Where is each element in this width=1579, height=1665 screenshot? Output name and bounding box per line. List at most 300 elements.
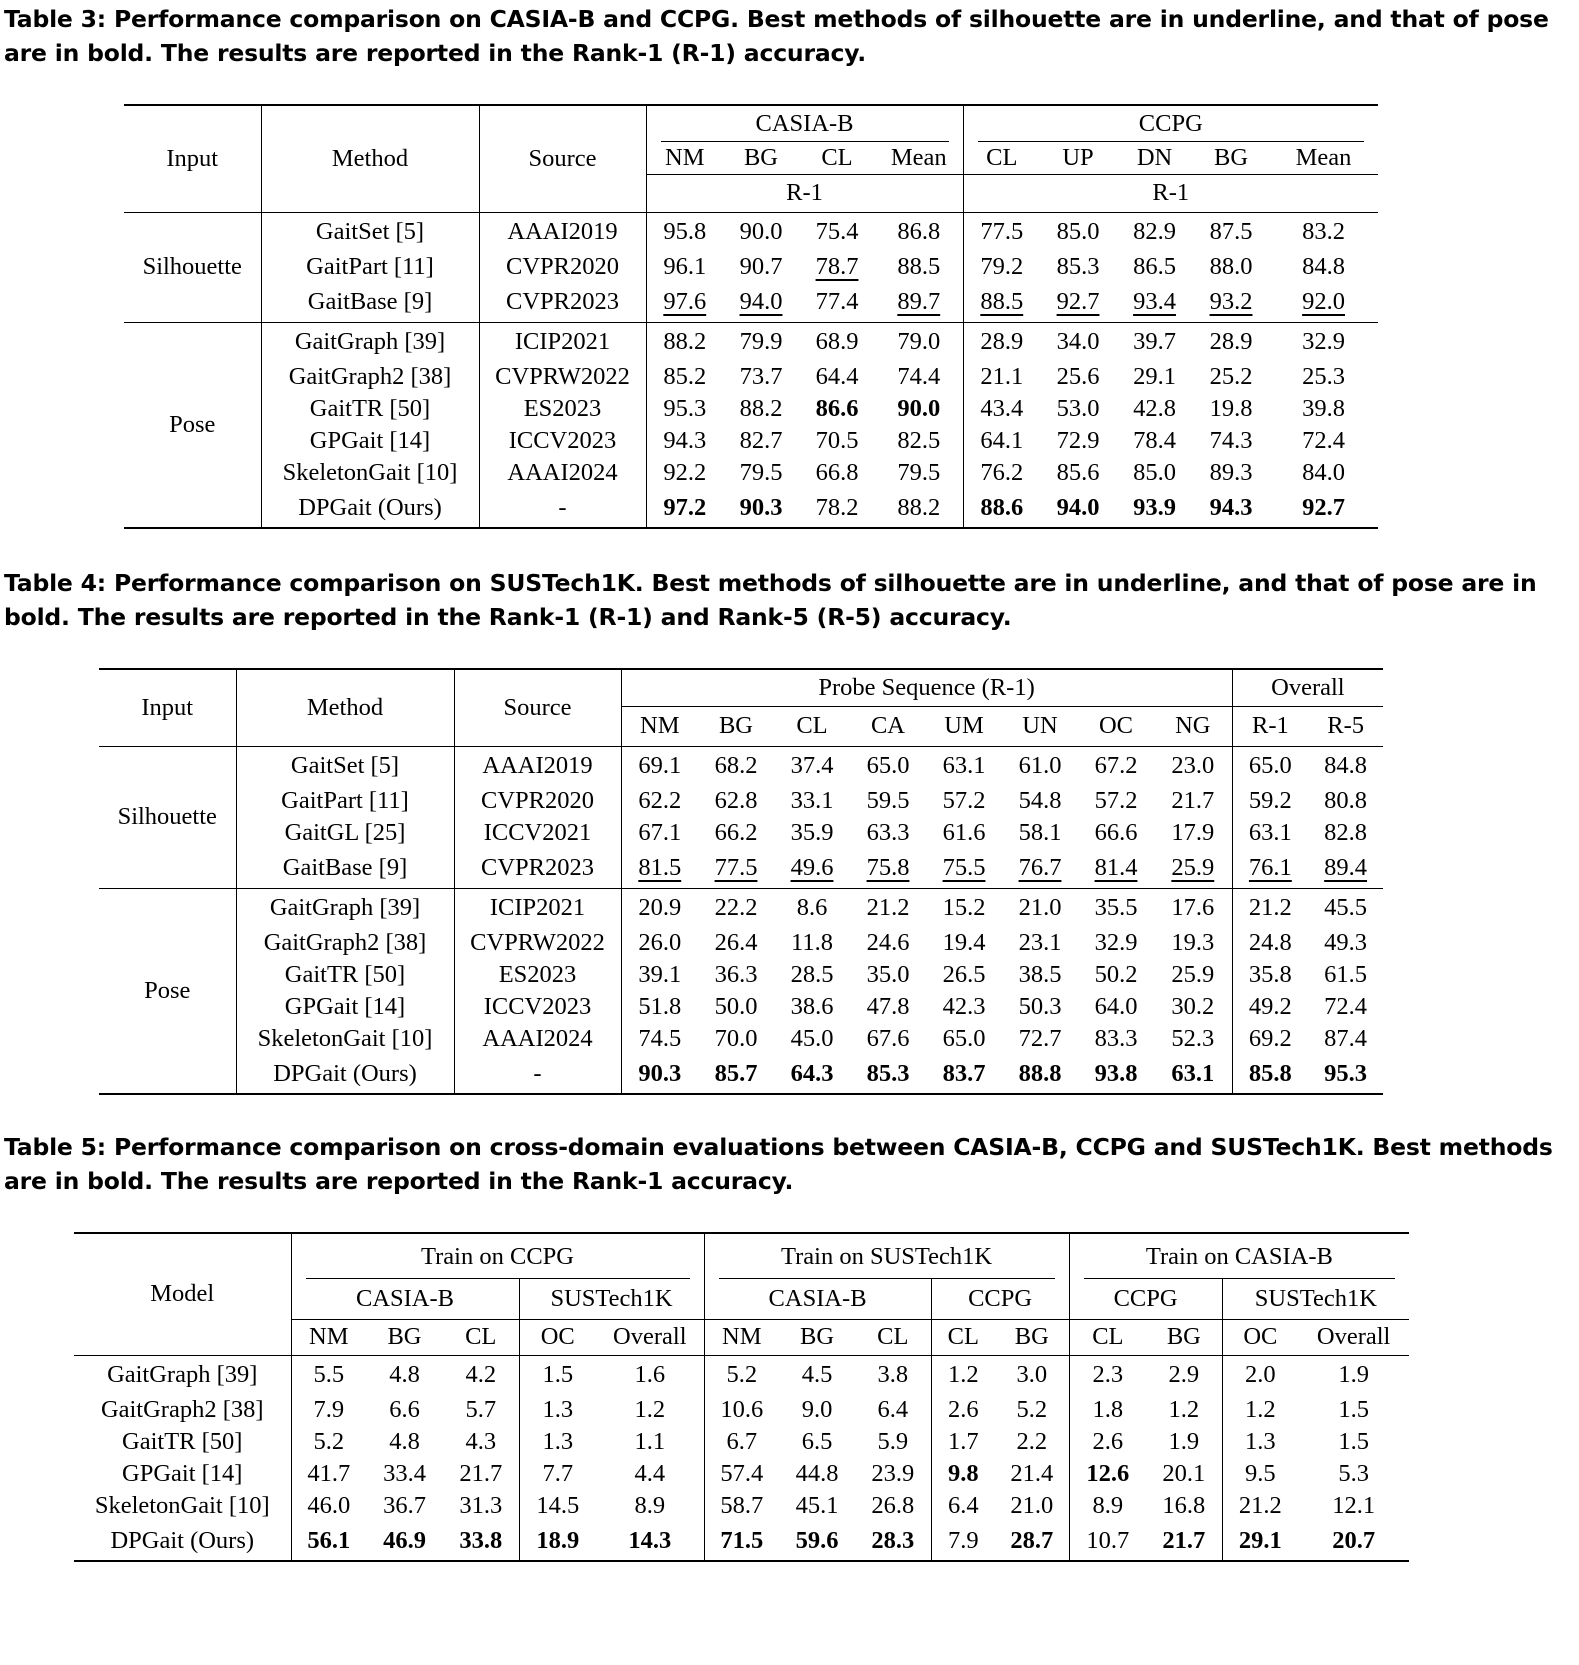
- value-cell: 63.1: [1232, 817, 1308, 849]
- method-name: GaitPart [11]: [236, 785, 454, 817]
- value-cell: 25.9: [1154, 849, 1232, 888]
- col-header: BG: [698, 706, 774, 746]
- value-cell: 1.9: [1338, 1360, 1369, 1388]
- value-cell: 81.5: [621, 849, 698, 888]
- col-header: BG: [1213, 143, 1249, 171]
- value-cell: 58.1: [1018, 819, 1062, 846]
- value-cell: 82.7: [739, 427, 783, 454]
- value-cell: 74.5: [621, 1023, 698, 1055]
- value-cell: 69.2: [1232, 1023, 1308, 1055]
- table-row: [99, 991, 1383, 1023]
- value-cell: 78.4: [1133, 427, 1176, 454]
- col-header: CL: [931, 1319, 995, 1355]
- header-method: Method: [236, 669, 454, 746]
- value-cell: 28.5: [790, 961, 834, 988]
- value-cell: 81.4: [1078, 849, 1154, 888]
- col-header: NG: [1154, 706, 1232, 746]
- header-eval-ccpg: CCPG: [1069, 1279, 1222, 1319]
- value-cell: 4.2: [465, 1360, 497, 1388]
- value-cell: 70.0: [714, 1025, 758, 1052]
- header-input: Input: [99, 669, 236, 746]
- value-cell: 39.8: [1302, 395, 1345, 422]
- value-cell: 90.0: [739, 217, 783, 245]
- source-venue: CVPR2023: [479, 283, 646, 322]
- value-cell: 22.2: [714, 893, 758, 921]
- value-cell: 7.9: [291, 1394, 366, 1426]
- table-row: [124, 251, 1378, 283]
- value-cell: 92.2: [646, 457, 723, 489]
- value-cell: 50.2: [1094, 961, 1138, 988]
- value-cell: 21.2: [1222, 1490, 1298, 1522]
- value-cell: 72.9: [1056, 427, 1100, 454]
- value-cell: 85.7: [698, 1055, 774, 1094]
- value-cell: 42.3: [942, 993, 986, 1020]
- value-cell: 8.6: [796, 893, 828, 921]
- value-cell: 70.5: [815, 427, 859, 454]
- value-cell: 1.5: [1338, 1428, 1369, 1455]
- table3-caption: Table 3: Performance comparison on CASIA-B and CCPG. Best methods of silhouette are in underline, and that of pose are in bold. The results are reported in the Rank-1 (R-1) accuracy.: [4, 5, 1549, 67]
- table-row: [99, 1023, 1383, 1055]
- value-cell: 21.2: [1232, 888, 1308, 927]
- col-header: UM: [926, 706, 1002, 746]
- value-cell: 11.8: [791, 929, 833, 956]
- source-venue: ICIP2021: [454, 888, 621, 927]
- col-header: R-1: [1232, 706, 1308, 746]
- value-cell: 2.2: [1016, 1428, 1048, 1455]
- value-cell: 28.7: [995, 1522, 1069, 1561]
- value-cell: 35.0: [866, 961, 910, 988]
- value-cell: 64.4: [815, 363, 859, 390]
- value-cell: 63.1: [942, 751, 986, 779]
- method-name: GPGait [14]: [261, 425, 479, 457]
- table-row: [74, 1355, 1409, 1394]
- method-name: GaitSet [5]: [261, 212, 479, 251]
- value-cell: 94.0: [1040, 489, 1116, 528]
- source-venue: CVPRW2022: [479, 361, 646, 393]
- model-name: GaitGraph2 [38]: [100, 1396, 264, 1423]
- value-cell: 1.8: [1069, 1394, 1146, 1426]
- value-cell: 25.3: [1302, 363, 1345, 390]
- value-cell: 28.3: [855, 1522, 931, 1561]
- header-ccpg: CCPG: [963, 105, 1378, 142]
- value-cell: 37.4: [790, 751, 834, 779]
- value-cell: 68.2: [714, 751, 758, 779]
- value-cell: 89.4: [1308, 849, 1383, 888]
- value-cell: 4.5: [801, 1360, 833, 1388]
- table-row: [124, 393, 1378, 425]
- value-cell: 52.3: [1171, 1025, 1215, 1052]
- table-row: [99, 849, 1383, 888]
- value-cell: 90.3: [621, 1055, 698, 1094]
- value-cell: 54.8: [1018, 787, 1062, 814]
- value-cell: 23.0: [1171, 751, 1215, 779]
- value-cell: 49.3: [1324, 929, 1368, 956]
- value-cell: 1.2: [634, 1396, 666, 1423]
- value-cell: 92.0: [1269, 283, 1378, 322]
- method-name: GaitSet [5]: [236, 746, 454, 785]
- value-cell: 1.2: [1222, 1394, 1298, 1426]
- value-cell: 63.3: [866, 819, 910, 846]
- method-name: GaitGraph [39]: [261, 322, 479, 361]
- table-row: [124, 322, 1378, 361]
- value-cell: 88.5: [897, 253, 941, 280]
- source-venue: -: [479, 489, 646, 528]
- value-cell: 59.5: [866, 787, 910, 814]
- model-name: DPGait (Ours): [74, 1522, 291, 1561]
- value-cell: 63.1: [1154, 1055, 1232, 1094]
- value-cell: 45.1: [795, 1492, 839, 1519]
- table-row: [124, 361, 1378, 393]
- value-cell: 62.2: [621, 785, 698, 817]
- value-cell: 78.2: [799, 489, 875, 528]
- value-cell: 39.1: [621, 959, 698, 991]
- value-cell: 69.1: [621, 746, 698, 785]
- table5-caption: Table 5: Performance comparison on cross-domain evaluations between CASIA-B, CCPG and SUSTech1K. Best methods are in bold. The results are reported in the Rank-1 accuracy.: [4, 1133, 1553, 1195]
- value-cell: 24.8: [1232, 927, 1308, 959]
- value-cell: 72.4: [1302, 427, 1345, 454]
- header-r1: R-1: [646, 174, 963, 212]
- value-cell: 88.2: [875, 489, 963, 528]
- value-cell: 85.0: [1133, 459, 1176, 486]
- value-cell: 86.5: [1133, 253, 1176, 280]
- value-cell: 34.0: [1056, 327, 1100, 355]
- table-row: [124, 457, 1378, 489]
- value-cell: 76.2: [963, 457, 1040, 489]
- value-cell: 68.9: [815, 327, 859, 355]
- value-cell: 1.7: [931, 1426, 995, 1458]
- value-cell: 94.0: [723, 283, 799, 322]
- value-cell: 67.2: [1094, 751, 1138, 779]
- value-cell: 80.8: [1324, 787, 1368, 814]
- value-cell: 61.5: [1324, 961, 1368, 988]
- value-cell: 85.3: [1056, 253, 1100, 280]
- col-header: DN: [1136, 143, 1173, 171]
- group-input-label: Silhouette: [124, 212, 261, 322]
- col-header: Mean: [890, 143, 947, 171]
- source-venue: ES2023: [454, 959, 621, 991]
- group-input-label: Pose: [124, 322, 261, 528]
- model-name: GaitTR [50]: [122, 1428, 243, 1455]
- header-casiab: CASIA-B: [646, 105, 963, 142]
- value-cell: 86.6: [815, 395, 859, 422]
- source-venue: ICCV2023: [454, 991, 621, 1023]
- value-cell: 95.8: [646, 212, 723, 251]
- value-cell: 93.9: [1116, 489, 1193, 528]
- value-cell: 85.8: [1232, 1055, 1308, 1094]
- col-header: OC: [1222, 1319, 1298, 1355]
- value-cell: 24.6: [866, 929, 910, 956]
- value-cell: 32.9: [1302, 327, 1345, 355]
- table-row: [99, 888, 1383, 927]
- value-cell: 1.1: [634, 1428, 666, 1455]
- value-cell: 12.6: [1069, 1458, 1146, 1490]
- value-cell: 82.8: [1324, 819, 1368, 846]
- value-cell: 97.2: [646, 489, 723, 528]
- value-cell: 96.1: [646, 251, 723, 283]
- source-venue: CVPR2020: [479, 251, 646, 283]
- value-cell: 21.0: [1010, 1492, 1054, 1519]
- value-cell: 32.9: [1094, 929, 1138, 956]
- value-cell: 75.4: [815, 217, 859, 245]
- value-cell: 26.8: [871, 1492, 915, 1519]
- header-eval-sustech1k: SUSTech1K: [519, 1279, 704, 1319]
- value-cell: 5.2: [704, 1355, 779, 1394]
- col-header: BG: [366, 1319, 443, 1355]
- value-cell: 5.9: [877, 1428, 909, 1455]
- value-cell: 73.7: [739, 363, 783, 390]
- value-cell: 10.6: [704, 1394, 779, 1426]
- col-header: Overall: [596, 1319, 704, 1355]
- value-cell: 1.5: [1338, 1396, 1369, 1423]
- value-cell: 7.9: [931, 1522, 995, 1561]
- value-cell: 62.8: [714, 787, 758, 814]
- model-name: GPGait [14]: [122, 1460, 243, 1487]
- value-cell: 64.0: [1094, 993, 1138, 1020]
- col-header: Mean: [1295, 143, 1352, 171]
- value-cell: 21.7: [1171, 787, 1215, 814]
- value-cell: 65.0: [942, 1025, 986, 1052]
- value-cell: 67.6: [866, 1025, 910, 1052]
- source-venue: AAAI2024: [479, 457, 646, 489]
- source-venue: ES2023: [479, 393, 646, 425]
- value-cell: 5.2: [1016, 1396, 1048, 1423]
- header-source: Source: [479, 105, 646, 212]
- col-header: CL: [774, 706, 850, 746]
- value-cell: 19.4: [942, 929, 986, 956]
- value-cell: 97.6: [646, 283, 723, 322]
- value-cell: 94.3: [646, 425, 723, 457]
- source-venue: ICCV2023: [479, 425, 646, 457]
- source-venue: -: [454, 1055, 621, 1094]
- method-name: GaitTR [50]: [236, 959, 454, 991]
- value-cell: 3.0: [1016, 1360, 1048, 1388]
- value-cell: 49.6: [774, 849, 850, 888]
- value-cell: 71.5: [704, 1522, 779, 1561]
- value-cell: 1.2: [931, 1355, 995, 1394]
- value-cell: 77.4: [799, 283, 875, 322]
- value-cell: 35.9: [790, 819, 834, 846]
- value-cell: 6.5: [801, 1428, 833, 1455]
- value-cell: 93.4: [1116, 283, 1193, 322]
- value-cell: 4.3: [465, 1428, 497, 1455]
- value-cell: 57.2: [1094, 787, 1138, 814]
- method-name: GaitGraph2 [38]: [236, 927, 454, 959]
- value-cell: 43.4: [963, 393, 1040, 425]
- value-cell: 77.5: [698, 849, 774, 888]
- value-cell: 6.4: [931, 1490, 995, 1522]
- header-train-on-casiab: Train on CASIA-B: [1069, 1233, 1409, 1279]
- table-row: [74, 1426, 1409, 1458]
- value-cell: 90.0: [897, 395, 941, 422]
- value-cell: 87.4: [1324, 1025, 1368, 1052]
- table-row: [99, 1055, 1383, 1094]
- value-cell: 65.0: [866, 751, 910, 779]
- value-cell: 4.8: [389, 1428, 420, 1455]
- source-venue: AAAI2019: [454, 746, 621, 785]
- value-cell: 88.2: [739, 395, 783, 422]
- value-cell: 50.3: [1018, 993, 1062, 1020]
- value-cell: 19.3: [1171, 929, 1215, 956]
- value-cell: 21.2: [866, 893, 910, 921]
- value-cell: 6.4: [877, 1396, 909, 1423]
- value-cell: 25.6: [1056, 363, 1100, 390]
- table4: [99, 668, 1383, 1095]
- method-name: GaitBase [9]: [261, 283, 479, 322]
- value-cell: 36.3: [714, 961, 758, 988]
- value-cell: 36.7: [383, 1492, 426, 1519]
- table-row: [74, 1490, 1409, 1522]
- header-train-on-ccpg: Train on CCPG: [291, 1233, 704, 1279]
- col-header: OC: [519, 1319, 596, 1355]
- value-cell: 59.6: [779, 1522, 855, 1561]
- table-row: [124, 212, 1378, 251]
- value-cell: 20.9: [621, 888, 698, 927]
- value-cell: 72.4: [1324, 993, 1368, 1020]
- value-cell: 23.1: [1018, 929, 1062, 956]
- value-cell: 41.7: [291, 1458, 366, 1490]
- value-cell: 5.3: [1338, 1460, 1369, 1487]
- col-header: OC: [1078, 706, 1154, 746]
- value-cell: 88.8: [1002, 1055, 1078, 1094]
- value-cell: 92.7: [1040, 283, 1116, 322]
- col-header: CL: [963, 142, 1040, 174]
- table3: [124, 104, 1378, 529]
- value-cell: 26.0: [621, 927, 698, 959]
- value-cell: 6.7: [704, 1426, 779, 1458]
- value-cell: 25.9: [1171, 961, 1215, 988]
- value-cell: 1.3: [519, 1394, 596, 1426]
- value-cell: 66.2: [714, 819, 758, 846]
- value-cell: 79.0: [897, 327, 941, 355]
- value-cell: 16.8: [1162, 1492, 1206, 1519]
- value-cell: 2.6: [931, 1394, 995, 1426]
- value-cell: 28.9: [963, 322, 1040, 361]
- value-cell: 38.6: [790, 993, 834, 1020]
- header-eval-casiab: CASIA-B: [291, 1279, 519, 1319]
- source-venue: AAAI2019: [479, 212, 646, 251]
- value-cell: 85.2: [646, 361, 723, 393]
- value-cell: 82.9: [1133, 217, 1176, 245]
- value-cell: 77.5: [963, 212, 1040, 251]
- value-cell: 84.8: [1302, 253, 1345, 280]
- value-cell: 88.0: [1209, 253, 1253, 280]
- value-cell: 88.2: [646, 322, 723, 361]
- method-name: DPGait (Ours): [261, 489, 479, 528]
- value-cell: 10.7: [1069, 1522, 1146, 1561]
- header-probe-sequence: Probe Sequence (R-1): [621, 669, 1232, 706]
- value-cell: 33.8: [443, 1522, 519, 1561]
- col-header: R-5: [1308, 706, 1383, 746]
- col-header: UP: [1062, 143, 1094, 171]
- header-input: Input: [124, 105, 261, 212]
- value-cell: 82.5: [897, 427, 941, 454]
- value-cell: 7.7: [519, 1458, 596, 1490]
- value-cell: 74.3: [1209, 427, 1253, 454]
- value-cell: 51.8: [621, 991, 698, 1023]
- col-header: CL: [443, 1319, 519, 1355]
- value-cell: 2.9: [1168, 1360, 1200, 1388]
- value-cell: 17.9: [1171, 819, 1215, 846]
- col-header: UN: [1002, 706, 1078, 746]
- value-cell: 35.5: [1094, 893, 1138, 921]
- value-cell: 8.9: [1069, 1490, 1146, 1522]
- group-input-label: Silhouette: [99, 746, 236, 888]
- model-name: SkeletonGait [10]: [94, 1492, 270, 1519]
- value-cell: 4.8: [389, 1360, 420, 1388]
- col-header: CL: [1069, 1319, 1146, 1355]
- table-row: [99, 746, 1383, 785]
- col-header: CL: [821, 143, 853, 171]
- value-cell: 5.5: [291, 1355, 366, 1394]
- value-cell: 5.2: [291, 1426, 366, 1458]
- value-cell: 95.3: [646, 393, 723, 425]
- value-cell: 66.6: [1094, 819, 1138, 846]
- value-cell: 89.3: [1209, 459, 1253, 486]
- value-cell: 9.0: [801, 1396, 833, 1423]
- col-header: NM: [704, 1319, 779, 1355]
- col-header: BG: [743, 143, 779, 171]
- value-cell: 64.1: [963, 425, 1040, 457]
- col-header: BG: [995, 1319, 1069, 1355]
- value-cell: 25.2: [1209, 363, 1253, 390]
- value-cell: 45.0: [790, 1025, 834, 1052]
- source-venue: ICIP2021: [479, 322, 646, 361]
- value-cell: 88.6: [963, 489, 1040, 528]
- value-cell: 20.7: [1298, 1522, 1409, 1561]
- header-eval-ccpg: CCPG: [931, 1279, 1069, 1319]
- method-name: GPGait [14]: [236, 991, 454, 1023]
- value-cell: 79.5: [739, 459, 783, 486]
- value-cell: 85.0: [1056, 217, 1100, 245]
- table-row: [99, 927, 1383, 959]
- source-venue: CVPR2023: [454, 849, 621, 888]
- value-cell: 76.1: [1232, 849, 1308, 888]
- value-cell: 39.7: [1133, 327, 1176, 355]
- table-row: [124, 425, 1378, 457]
- method-name: GaitGraph [39]: [236, 888, 454, 927]
- value-cell: 67.1: [621, 817, 698, 849]
- value-cell: 53.0: [1056, 395, 1100, 422]
- value-cell: 42.8: [1133, 395, 1176, 422]
- value-cell: 59.2: [1232, 785, 1308, 817]
- table-row: [74, 1458, 1409, 1490]
- value-cell: 46.0: [291, 1490, 366, 1522]
- value-cell: 79.5: [897, 459, 941, 486]
- value-cell: 2.0: [1222, 1355, 1298, 1394]
- header-source: Source: [454, 669, 621, 746]
- table-row: [74, 1394, 1409, 1426]
- value-cell: 1.6: [634, 1360, 666, 1388]
- header-r1: R-1: [963, 174, 1378, 212]
- value-cell: 44.8: [795, 1460, 839, 1487]
- value-cell: 21.7: [459, 1460, 503, 1487]
- source-venue: ICCV2021: [454, 817, 621, 849]
- method-name: GaitBase [9]: [236, 849, 454, 888]
- value-cell: 83.2: [1302, 217, 1345, 245]
- model-name: GaitGraph [39]: [107, 1360, 258, 1388]
- value-cell: 57.4: [704, 1458, 779, 1490]
- value-cell: 50.0: [714, 993, 758, 1020]
- method-name: SkeletonGait [10]: [261, 457, 479, 489]
- value-cell: 57.2: [942, 787, 986, 814]
- col-header: BG: [1146, 1319, 1222, 1355]
- value-cell: 86.8: [897, 217, 941, 245]
- value-cell: 28.9: [1209, 327, 1253, 355]
- col-header: CL: [855, 1319, 931, 1355]
- value-cell: 14.5: [519, 1490, 596, 1522]
- table-row: [99, 959, 1383, 991]
- value-cell: 17.6: [1171, 893, 1215, 921]
